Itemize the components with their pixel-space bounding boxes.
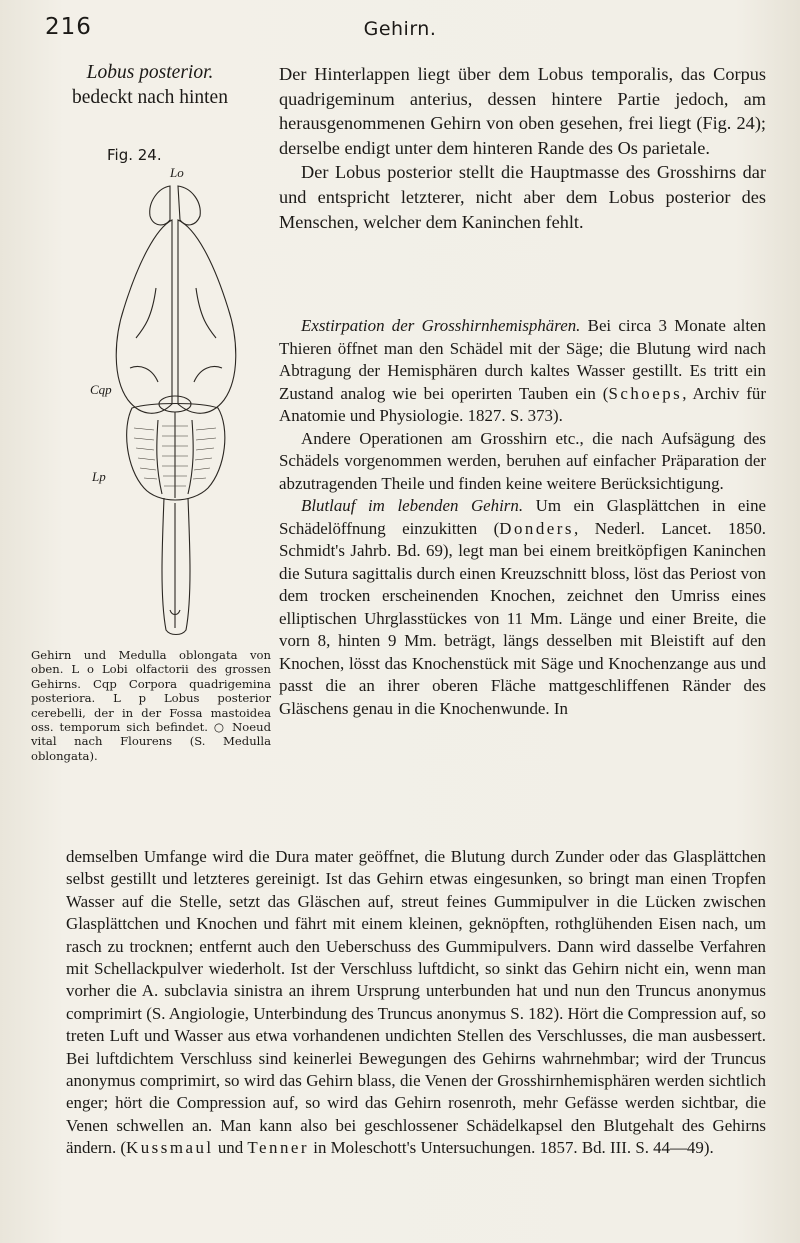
brain-illustration: [100, 168, 260, 638]
blutlauf-text-a: Um ein Glasplättchen in eine Schädelöffnung einzukitten (: [279, 496, 767, 538]
running-head: Gehirn.: [363, 18, 437, 40]
small-text-column: [279, 315, 766, 720]
author-kussmaul: Kussmaul: [126, 1138, 214, 1158]
author-tenner: Tenner: [247, 1138, 310, 1158]
paragraph-hinterlappen: Der Hinterlappen liegt über dem Lobus temporalis, das Corpus quadrigeminum anterius, dessen hintere Partie jedoch, am herausgenommenen Gehirn von oben gesehen, frei liegt (Fig. 24); derselbe endigt unter dem hinteren Rande des Os parietale.: [279, 64, 766, 158]
exstirpation-citation: , Archiv für Anatomie und Physiologie. 1827. S. 373).: [279, 383, 767, 425]
figure-caption: Gehirn und Medulla oblongata von oben. L o Lobi olfactorii des grossen Gehirns. Cqp Corpora quadrigemina posteriora. L p Lobus posterior cerebelli, der in der Fossa mastoidea oss. temporum sich befindet. ○ Noeud vital nach Flourens (S. Medulla oblongata).: [31, 648, 271, 763]
figure-letter-cqp: Cqp: [90, 382, 112, 397]
figure-letter-lo: Lo: [170, 165, 184, 180]
main-text: [279, 62, 766, 234]
author-donders: Donders: [499, 518, 574, 538]
paragraph-blutlauf: [279, 495, 766, 720]
olfactory-lobe-left: [150, 186, 170, 225]
exstirpation-text: Bei circa 3 Monate alten Thieren öffnet man den Schädel mit der Säge; die Blutung wird nach Abtragung der Hemisphären durch kaltes Wasser gestillt. Es tritt ein Zustand analog wie bei operirten Tauben ein (: [279, 316, 766, 403]
hemisphere-left: [116, 220, 172, 413]
olfactory-lobe-right: [178, 186, 200, 225]
figure-letter-lp: Lp: [92, 469, 106, 484]
full-width-text: [66, 846, 766, 1160]
paragraph-exstirpation: [279, 315, 766, 428]
blutlauf-final-citation: in Moleschott's Untersuchungen. 1857. Bd. III. S. 44—49).: [309, 1138, 714, 1158]
page-header: [0, 14, 800, 44]
margin-heading-title: Lobus posterior.: [86, 62, 214, 83]
blutlauf-text-b: , Nederl. Lancet. 1850. Schmidt's Jahrb. Bd. 69), legt man bei einem breitköpfigen Kaninchen die Sutura sagittalis durch einen Kreuzschnitt bloss, löst das Periost von dem trocken erscheinenden Knochen, zeichnet den Umriss eines elliptischen Uhrglasstückes von 11 Mm. Länge und einer Breite, die vorn 8, hinten 9 Mm. beträgt, längs desselben mit Bleistift auf den Knochen, lösst das Knochenstück mit Säge und Knochenzange aus und passt die an ihrer oberen Fläche mattgeschliffenen Ränder des Gläschens genau in die Knochenwunde. In: [279, 518, 766, 718]
margin-heading: [35, 60, 265, 110]
cerebellum-outline: [127, 404, 225, 501]
blutlauf-continuation: demselben Umfange wird die Dura mater geöffnet, die Blutung durch Zunder oder das Glasplättchen selbst gestillt und letzteres gereinigt. Ist das Gehirn etwas eingesunken, so bringt man einen Tropfen Wasser auf die Stelle, setzt das Gläschen auf, streut feines Gummipulver in die Lücken zwischen Glasplättchen und Knochen und fährt mit einem kleinen, geknöpften, rothglühenden Eisen nach, um rasch zu trocknen; entfernt auch den Ueberschuss des Gummipulvers. Dann wird dasselbe Verfahren mit Schellackpulver wiederholt. Ist der Verschluss luftdicht, so sinkt das Gehirn nicht ein, wenn man vorher die A. subclavia sinistra an ihrem Ursprung unterbunden hat und nun den Truncus anonymus comprimirt (S. Angiologie, Unterbindung des Truncus anonymus S. 182). Hört die Compression auf, so treten Luft und Wasser aus etwa vorhandenen undichten Stellen des Verschlusses, die man ausbessert. Bei luftdichtem Verschluss sind keinerlei Bewegungen des Gehirns wahrnehmbar; wird der Truncus anonymus comprimirt, so wird das Gehirn blass, die Venen der Grosshirnhemisphären werden sichtlich enger; hört die Compression auf, so wird das Gehirn rosenroth, mehr Gefässe werden sichtbar, die Venen schwellen an. Man kann also bei geschlossener Schädelkapsel den Blutgehalt des Gehirns ändern. (: [66, 847, 766, 1158]
paragraph-lobus-posterior: Der Lobus posterior stellt die Hauptmasse des Grosshirns dar und entspricht letzterer, nicht aber dem Lobus posterior des Menschen, welcher dem Kaninchen fehlt.: [279, 162, 766, 232]
page-number: 216: [45, 14, 92, 40]
heading-exstirpation: Exstirpation der Grosshirnhemisphären.: [301, 316, 581, 335]
margin-heading-continuation: bedeckt nach hinten: [72, 87, 228, 108]
hemisphere-right: [178, 220, 236, 413]
figure-label: Fig. 24.: [107, 146, 162, 164]
conjunction: und: [213, 1138, 248, 1158]
paragraph-blutlauf-continued: [66, 846, 766, 1160]
author-schoeps: Schoeps: [608, 383, 683, 403]
paragraph-operationen: Andere Operationen am Grosshirn etc., die nach Aufsägung des Schädels vorgenommen werden, beruhen auf einfacher Präparation der abzutragenden Theile und finden keine weitere Berücksichtigung.: [279, 428, 766, 493]
heading-blutlauf: Blutlauf im lebenden Gehirn.: [301, 496, 524, 515]
